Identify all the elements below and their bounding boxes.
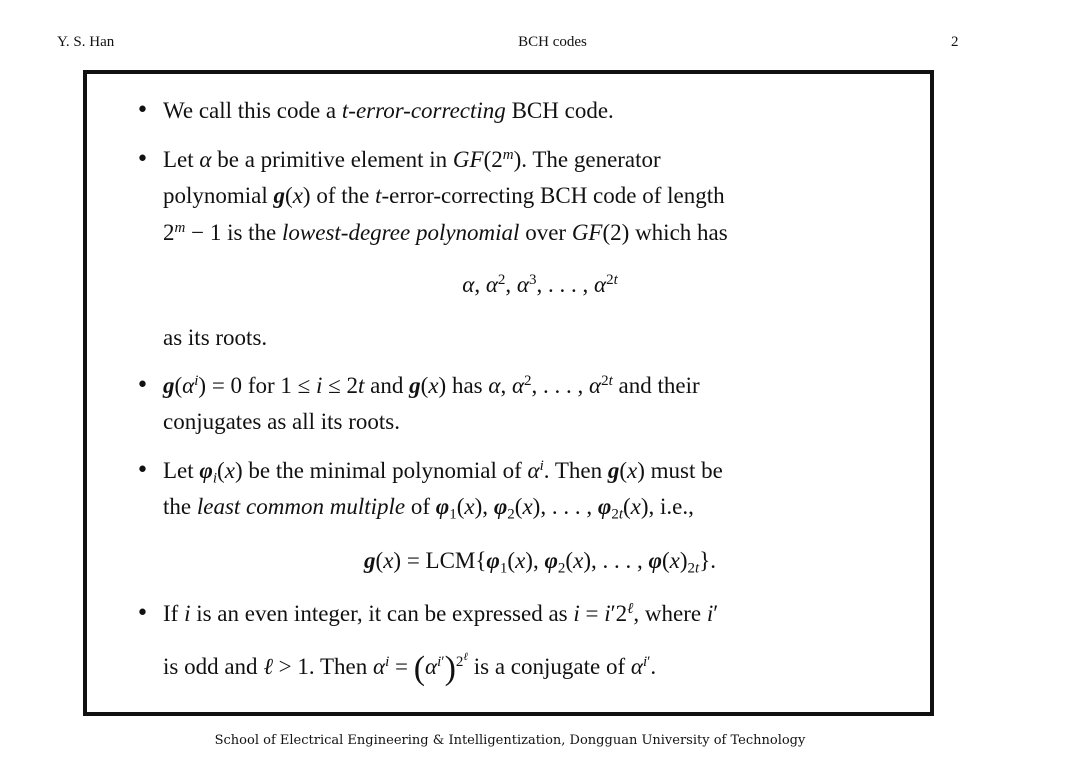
header-author: Y. S. Han [57,34,115,50]
bullet-2-line-5: as its roots. [163,325,268,350]
bullet-2-line-3: $2^m - 1$ is the lowest-degree polynomial over GF(2) which has [163,219,728,245]
bullet-4-line-1: Let $\varphi_i(x)$ be the minimal polynomial of $\alpha^i$. Then g(x) must be [163,457,723,487]
bullet-dot: • [136,98,149,123]
bullet-4-line-2: the least common multiple of $\varphi_1(x)$, $\varphi_2(x)$, . . . , $\varphi_{2t}(x)$, i.e., [163,494,694,523]
footer-institution: School of Electrical Engineering & Intelligentization, Dongguan University of Technology [214,733,806,748]
bullet-1-line: We call this code a t-error-correcting BCH code. [163,98,614,123]
bullet-dot: • [136,601,149,626]
roots-equation: α, $\alpha^2$, $\alpha^3$, . . . , $\alpha^{2t}$ [462,271,618,297]
bullet-2-line-2: polynomial g(x) of the t-error-correcting BCH code of length [163,183,725,208]
page-number: 2 [951,34,959,50]
bullet-5-line-1: If i is an even integer, it can be expressed as $i = i'2^\ell$, where i′ [163,600,719,626]
bullet-3-line-2: conjugates as all its roots. [163,409,400,434]
bullet-dot: • [136,373,149,398]
bullet-dot: • [136,458,149,483]
header-title: BCH codes [518,34,587,50]
bullet-3-line-1: $g(\alpha^i) = 0$ for 1 ≤ i ≤ 2t and g(x) has α, $\alpha^2$, . . . , $\alpha^{2t}$ and their [163,372,700,398]
bullet-5-line-2: is odd and ℓ > 1. Then $\alpha^i = (\alpha^{i'})^{2^\ell}$ is a conjugate of $\alpha^{i'}$. [163,650,657,687]
bullet-dot: • [136,147,149,172]
bullet-2-line-1: Let α be a primitive element in GF(2$^m$). The generator [163,146,661,172]
lcm-equation: $g(x) = LCM\{\varphi_1(x)$, $\varphi_2(x)$, . . . , $\varphi(x)_{2t}$}. [364,548,716,577]
